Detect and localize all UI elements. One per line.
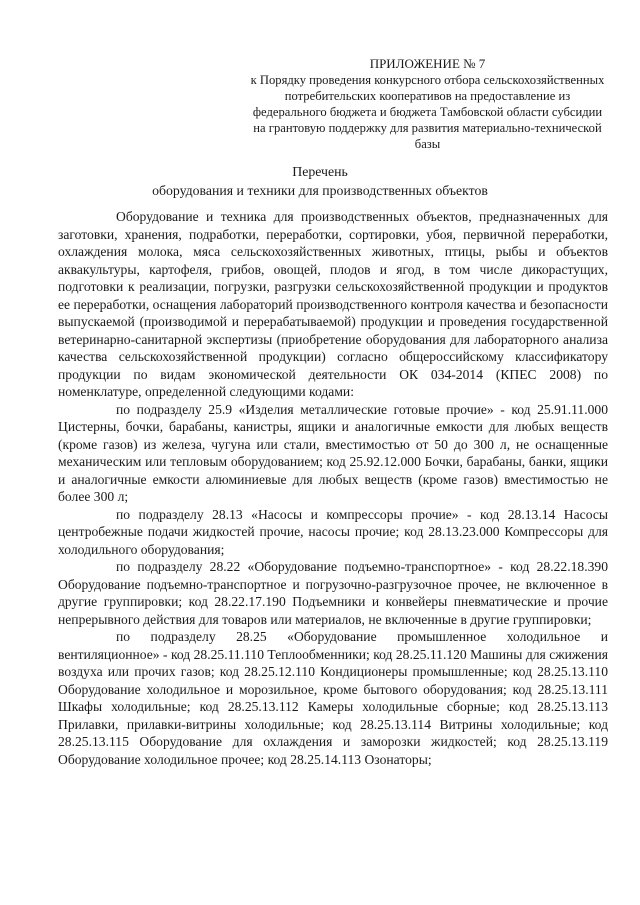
appendix-title: ПРИЛОЖЕНИЕ № 7	[369, 56, 486, 71]
appendix-text: к Порядку проведения конкурсного отбора сельскохозяйственных потребительских кооперативов на предоставление из федерального бюджета и бюджета Тамбовской области субсидии на грантовую поддержку для развития материально-технической базы	[250, 73, 605, 151]
paragraph-28-25: по подразделу 28.25 «Оборудование промышленное холодильное и вентиляционное» - код 28.25.11.110 Теплообменники; код 28.25.11.120 Машины для сжижения воздуха или прочих газов; код 28.25.12.110 Кондиционеры промышленные; код 28.25.13.110 Оборудование холодильное и морозильное, кроме бытового оборудования; код 28.25.13.111 Шкафы холодильные; код 28.25.13.112 Камеры холодильные сборные; код 28.25.13.113 Прилавки, прилавки-витрины холодильные; код 28.25.13.114 Витрины холодильные; код 28.25.13.115 Оборудование для охлаждения и заморозки жидкостей; код 28.25.13.119 Оборудование холодильное прочее; код 28.25.14.113 Озонаторы;	[58, 629, 608, 767]
paragraph-28-22: по подразделу 28.22 «Оборудование подъемно-транспортное» - код 28.22.18.390 Оборудование подъемно-транспортное и погрузочно-разгрузочное прочее, не включенное в другие группировки; код 28.22.17.190 Подъемники и конвейеры пневматические и прочие непрерывного действия для товаров или материалов, не включенные в другие группировки;	[58, 559, 608, 627]
caption-line-1: Перечень	[292, 164, 348, 179]
document-caption	[60, 162, 580, 200]
paragraph-intro: Оборудование и техника для производственных объектов, предназначенных для заготовки, хранения, подработки, переработки, сортировки, убоя, первичной переработки, охлаждения молока, мяса сельскохозяйственных животных, птицы, рыбы и объектов аквакультуры, картофеля, грибов, овощей, плодов и ягод, в том числе дикорастущих, подготовки к реализации, погрузки, разгрузки сельскохозяйственной продукции и продуктов ее переработки, оснащения лабораторий производственного контроля качества и безопасности выпускаемой (производимой и перерабатываемой) продукции и проведения государственной ветеринарно-санитарной экспертизы (приобретение оборудования для лабораторного анализа качества сельскохозяйственной продукции) согласно общероссийскому классификатору продукции по видам экономической деятельности ОК 034-2014 (КПЕС 2008) по номенклатуре, определенной следующими кодами:	[58, 209, 608, 399]
document-body	[58, 208, 608, 768]
paragraph-28-13: по подразделу 28.13 «Насосы и компрессоры прочие» - код 28.13.14 Насосы центробежные подачи жидкостей прочие, насосы прочие; код 28.13.23.000 Компрессоры для холодильного оборудования;	[58, 506, 608, 557]
paragraph-25-9: по подразделу 25.9 «Изделия металлические готовые прочие» - код 25.91.11.000 Цистерны, бочки, барабаны, канистры, ящики и аналогичные емкости для любых веществ (кроме газов) из железа, чугуна или стали, вместимостью от 50 до 300 л, не оснащенные механическим или тепловым оборудованием; код 25.92.12.000 Бочки, барабаны, банки, ящики и аналогичные емкости алюминиевые для любых веществ (кроме газов) вместимостью не более 300 л;	[58, 401, 608, 504]
appendix-header	[250, 56, 605, 152]
caption-line-2: оборудования и техники для производственных объектов	[152, 183, 488, 198]
